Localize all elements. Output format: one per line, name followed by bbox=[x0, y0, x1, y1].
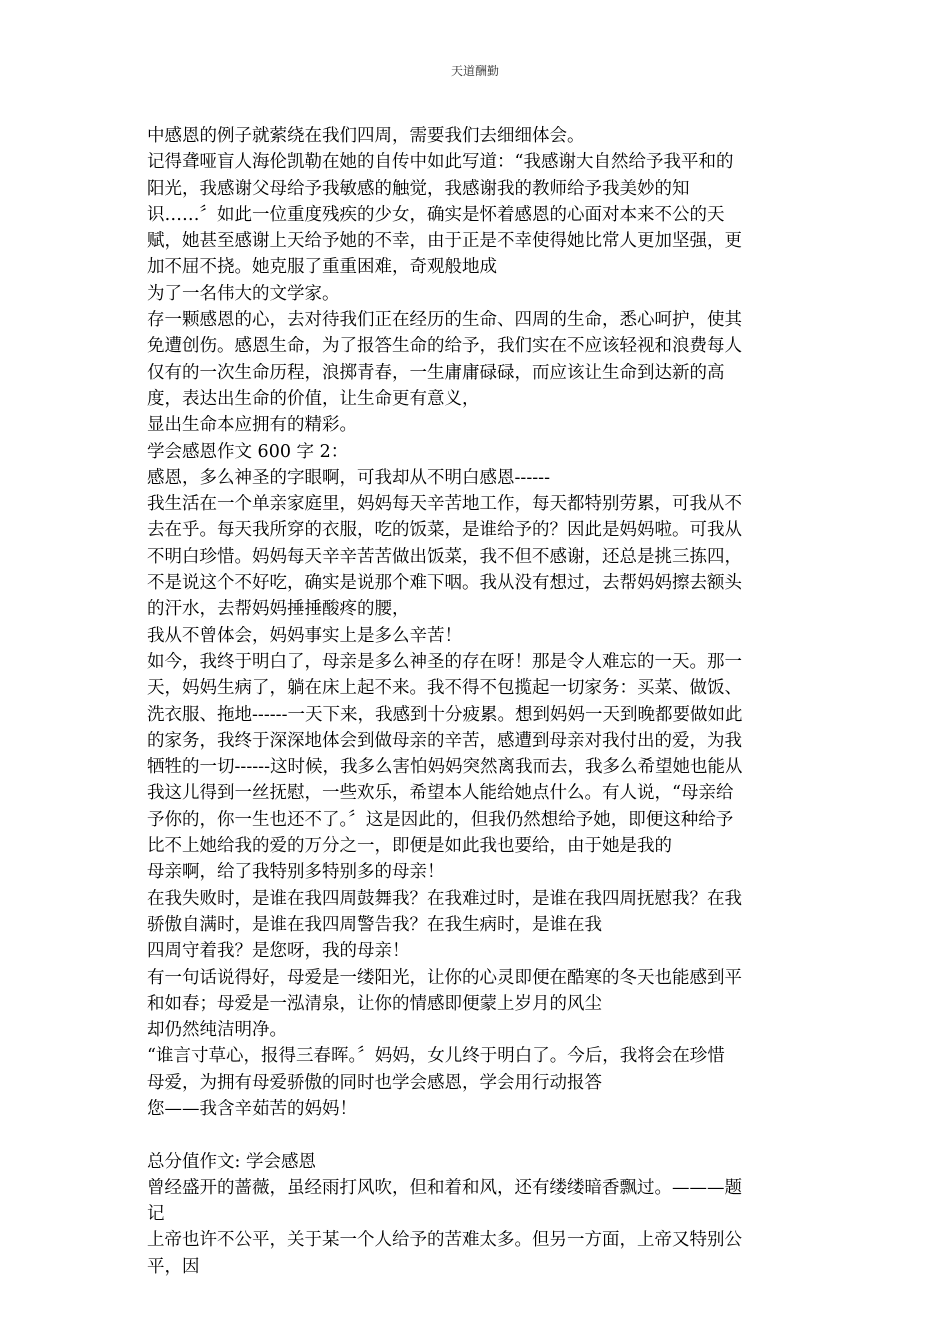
text-line: 我这儿得到一丝抚慰，一些欢乐，希望本人能给她点什么。有人说，“母亲给 bbox=[147, 783, 734, 804]
text-line: 我从不曾体会，妈妈事实上是多么辛苦！ bbox=[147, 625, 462, 646]
text-line: 度，表达出生命的价值，让生命更有意义， bbox=[147, 388, 480, 409]
text-line: 仅有的一次生命历程，浪掷青春，一生庸庸碌碌，而应该让生命到达新的高 bbox=[147, 362, 725, 383]
text-line: 的汗水，去帮妈妈捶捶酸疼的腰， bbox=[147, 599, 410, 620]
text-line: 牺牲的一切------这时候，我多么害怕妈妈突然离我而去，我多么希望她也能从 bbox=[147, 757, 743, 778]
text-line: 加不屈不挠。她克服了重重困难，奇观般地成 bbox=[147, 257, 497, 278]
text-line: 赋，她甚至感谢上天给予她的不幸，由于正是不幸使得她比常人更加坚强，更 bbox=[147, 231, 742, 252]
text-line: 的家务，我终于深深地体会到做母亲的辛苦，感遭到母亲对我付出的爱，为我 bbox=[147, 730, 742, 751]
text-line: 上帝也许不公平，关于某一个人给予的苦难太多。但另一方面，上帝又特别公 bbox=[147, 1230, 742, 1251]
text-line: 存一颗感恩的心，去对待我们正在经历的生命、四周的生命，悉心呵护，使其 bbox=[147, 310, 742, 331]
text-line: 有一句话说得好，母爱是一缕阳光，让你的心灵即便在酷寒的冬天也能感到平 bbox=[147, 967, 742, 988]
text-line: 在我失败时，是谁在我四周鼓舞我？在我难过时，是谁在我四周抚慰我？在我 bbox=[147, 888, 742, 909]
text-line: 和如春；母爱是一泓清泉，让你的情感即便蒙上岁月的风尘 bbox=[147, 993, 602, 1014]
text-line: 四周守着我？是您呀，我的母亲！ bbox=[147, 941, 410, 962]
text-line: 天，妈妈生病了，躺在床上起不来。我不得不包揽起一切家务：买菜、做饭、 bbox=[147, 678, 742, 699]
text-line: 比不上她给我的爱的万分之一，即便是如此我也要给，由于她是我的 bbox=[147, 836, 672, 857]
text-line: 母亲啊，给了我特别多特别多的母亲！ bbox=[147, 862, 445, 883]
document-body bbox=[147, 123, 803, 1280]
text-line: 您——我含辛茹苦的妈妈！ bbox=[147, 1098, 357, 1119]
text-line: 免遭创伤。感恩生命，为了报答生命的给予，我们实在不应该轻视和浪费每人 bbox=[147, 336, 742, 357]
text-line: 如今，我终于明白了，母亲是多么神圣的存在呀！那是令人难忘的一天。那一 bbox=[147, 651, 742, 672]
text-line: 我生活在一个单亲家庭里，妈妈每天辛苦地工作，每天都特别劳累，可我从不 bbox=[147, 494, 742, 515]
text-line: 中感恩的例子就萦绕在我们四周，需要我们去细细体会。 bbox=[147, 126, 585, 146]
text-line: 骄傲自满时，是谁在我四周警告我？在我生病时，是谁在我 bbox=[147, 914, 602, 935]
text-line: 学会感恩作文 600 字 2： bbox=[147, 441, 349, 462]
text-line: 总分值作文: 学会感恩 bbox=[147, 1151, 316, 1172]
text-line: 记得聋哑盲人海伦凯勒在她的自传中如此写道：“我感谢大自然给予我平和的 bbox=[147, 152, 734, 173]
text-line: 洗衣服、拖地------一天下来，我感到十分疲累。想到妈妈一天到晚都要做如此 bbox=[147, 704, 743, 725]
text-line: 为了一名伟大的文学家。 bbox=[147, 283, 340, 304]
text-line: 予你的，你一生也还不了。〞这是因此的，但我仍然想给予她，即便这种给予 bbox=[147, 809, 734, 830]
text-line: 不是说这个不好吃，确实是说那个难下咽。我从没有想过，去帮妈妈擦去额头 bbox=[147, 573, 742, 594]
text-line: 识……〞如此一位重度残疾的少女，确实是怀着感恩的心面对本来不公的天 bbox=[147, 204, 725, 225]
text-line: 母爱，为拥有母爱骄傲的同时也学会感恩，学会用行动报答 bbox=[147, 1072, 602, 1093]
text-line: 曾经盛开的蔷薇，虽经雨打风吹，但和着和风，还有缕缕暗香飘过。———题 bbox=[147, 1177, 742, 1198]
text-line: 显出生命本应拥有的精彩。 bbox=[147, 415, 357, 436]
text-line: 去在乎。每天我所穿的衣服，吃的饭菜，是谁给予的？因此是妈妈啦。可我从 bbox=[147, 520, 742, 541]
text-line: “谁言寸草心，报得三春晖。〞妈妈，女儿终于明白了。今后，我将会在珍惜 bbox=[147, 1046, 725, 1067]
text-line: 却仍然纯洁明净。 bbox=[147, 1020, 287, 1041]
text-line: 阳光，我感谢父母给予我敏感的触觉，我感谢我的教师给予我美妙的知 bbox=[147, 178, 690, 199]
page-header: 天道酬勤 bbox=[450, 64, 499, 78]
text-line: 不明白珍惜。妈妈每天辛辛苦苦做出饭菜，我不但不感谢，还总是挑三拣四， bbox=[147, 546, 742, 567]
blank-line bbox=[147, 1122, 803, 1148]
text-line: 记 bbox=[147, 1204, 165, 1225]
text-line: 感恩，多么神圣的字眼啊，可我却从不明白感恩------ bbox=[147, 467, 550, 488]
text-line: 平，因 bbox=[147, 1256, 200, 1277]
